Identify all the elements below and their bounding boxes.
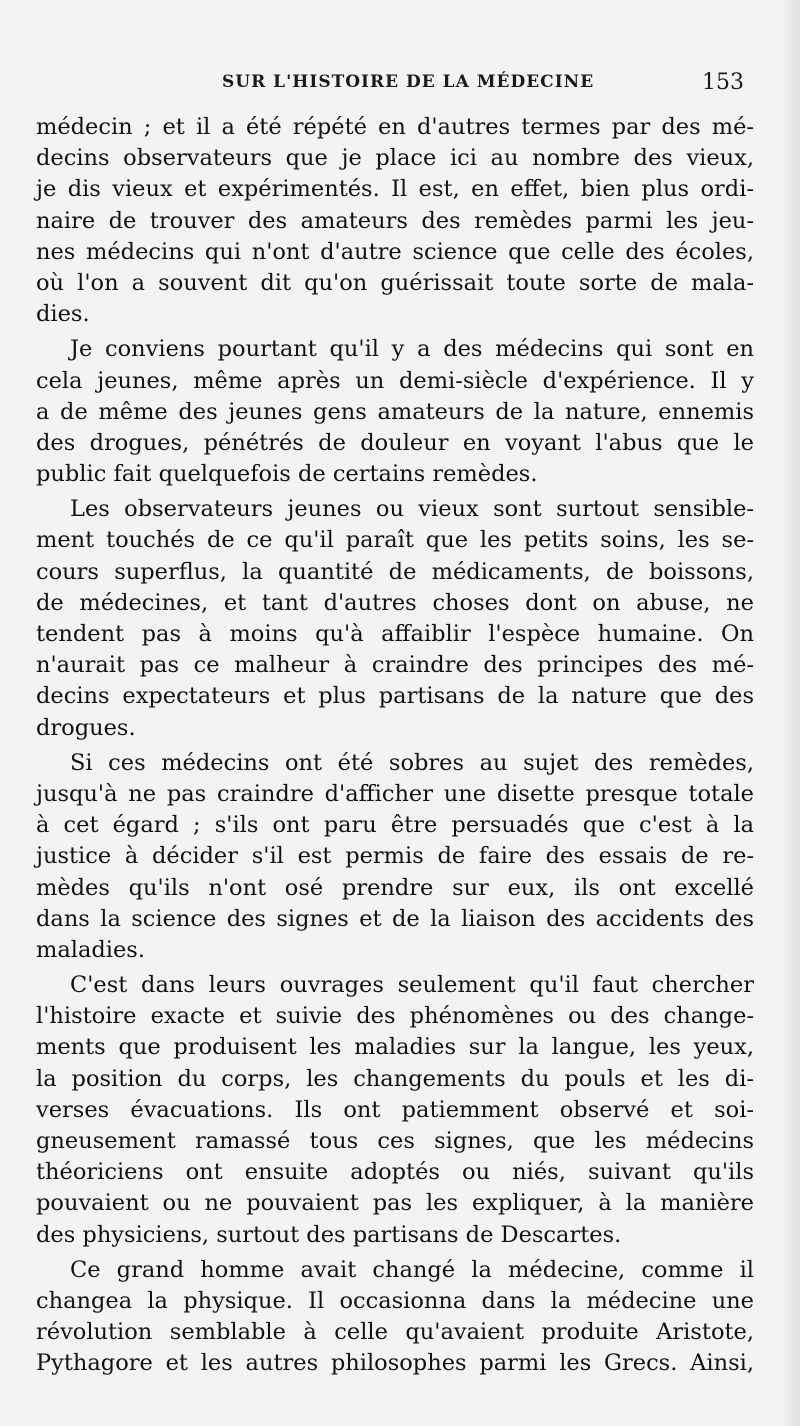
text-line: à cet égard ; s'ils ont paru être persuadés que c'est à la [36, 812, 754, 839]
text-line: théoriciens ont ensuite adoptés ou niés, suivant qu'ils [36, 1159, 754, 1186]
text-line: jusqu'à ne pas craindre d'afficher une disette presque totale [36, 780, 754, 807]
text-line: cours superflus, la quantité de médicaments, de boissons, [36, 558, 754, 585]
text-line: où l'on a souvent dit qu'on guérissait toute sorte de mala- [36, 269, 754, 296]
text-line: Ce grand homme avait changé la médecine, comme il [70, 1256, 754, 1283]
text-line: tendent pas à moins qu'à affaiblir l'espèce humaine. On [36, 621, 754, 647]
body-text [36, 112, 754, 1380]
text-line: Les observateurs jeunes ou vieux sont surtout sensible- [70, 496, 754, 523]
text-line: révolution semblable à celle qu'avaient produite Aristote, [36, 1319, 754, 1346]
page-header [0, 72, 800, 102]
text-line: dans la science des signes et de la liaison des accidents des [36, 905, 754, 932]
text-line: pouvaient ou ne pouvaient pas les expliquer, à la manière [36, 1190, 754, 1217]
paragraph-6 [36, 1255, 754, 1380]
text-line: decins observateurs que je place ici au nombre des vieux, [36, 145, 754, 172]
text-line: changea la physique. Il occasionna dans la médecine une [36, 1287, 754, 1314]
text-line: a de même des jeunes gens amateurs de la nature, ennemis [36, 398, 754, 425]
text-line: dies. [36, 301, 90, 328]
running-title: SUR L'HISTOIRE DE LA MÉDECINE [222, 72, 595, 92]
text-line: Je conviens pourtant qu'il y a des médecins qui sont en [70, 336, 754, 363]
text-line: la position du corps, les changements du pouls et les di- [36, 1065, 754, 1092]
paragraph-1 [36, 112, 754, 330]
text-line: naire de trouver des amateurs des remèdes parmi les jeu- [36, 207, 754, 234]
paragraph-3 [36, 494, 754, 744]
text-line: decins expectateurs et plus partisans de la nature que des [36, 683, 754, 710]
text-line: de médecines, et tant d'autres choses dont on abuse, ne [36, 589, 754, 616]
text-line: public fait quelquefois de certains remèdes. [36, 461, 538, 488]
paragraph-4 [36, 748, 754, 966]
text-line: mèdes qu'ils n'ont osé prendre sur eux, ils ont excellé [36, 874, 754, 901]
text-line: C'est dans leurs ouvrages seulement qu'il faut chercher [70, 972, 754, 999]
text-line: maladies. [36, 936, 145, 963]
text-line: médecin ; et il a été répété en d'autres termes par des mé- [36, 114, 754, 140]
text-line: l'histoire exacte et suivie des phénomènes ou des change- [36, 1003, 754, 1030]
text-line: Si ces médecins ont été sobres au sujet des remèdes, [70, 749, 754, 776]
text-line: verses évacuations. Ils ont patiemment observé et soi- [36, 1096, 754, 1123]
text-line: des physiciens, surtout des partisans de Descartes. [36, 1221, 622, 1248]
text-line: nes médecins qui n'ont d'autre science que celle des écoles, [36, 238, 754, 265]
text-line: cela jeunes, même après un demi-siècle d'expérience. Il y [36, 367, 754, 394]
text-line: des drogues, pénétrés de douleur en voyant l'abus que le [36, 429, 754, 456]
text-line: ments que produisent les maladies sur la langue, les yeux, [36, 1034, 754, 1061]
text-line: drogues. [36, 714, 136, 741]
text-line: justice à décider s'il est permis de faire des essais de re- [36, 843, 754, 870]
text-line: ment touchés de ce qu'il paraît que les petits soins, les se- [36, 527, 754, 554]
text-line: je dis vieux et expérimentés. Il est, en effet, bien plus ordi- [36, 176, 754, 203]
paragraph-2 [36, 334, 754, 490]
page-number: 153 [702, 70, 744, 95]
text-line: Pythagore et les autres philosophes parmi les Grecs. Ainsi, [36, 1350, 754, 1377]
text-line: n'aurait pas ce malheur à craindre des principes des mé- [36, 652, 754, 679]
scan-edge-shadow [782, 0, 800, 1426]
text-line: gneusement ramassé tous ces signes, que les médecins [36, 1128, 754, 1154]
paragraph-5 [36, 970, 754, 1251]
